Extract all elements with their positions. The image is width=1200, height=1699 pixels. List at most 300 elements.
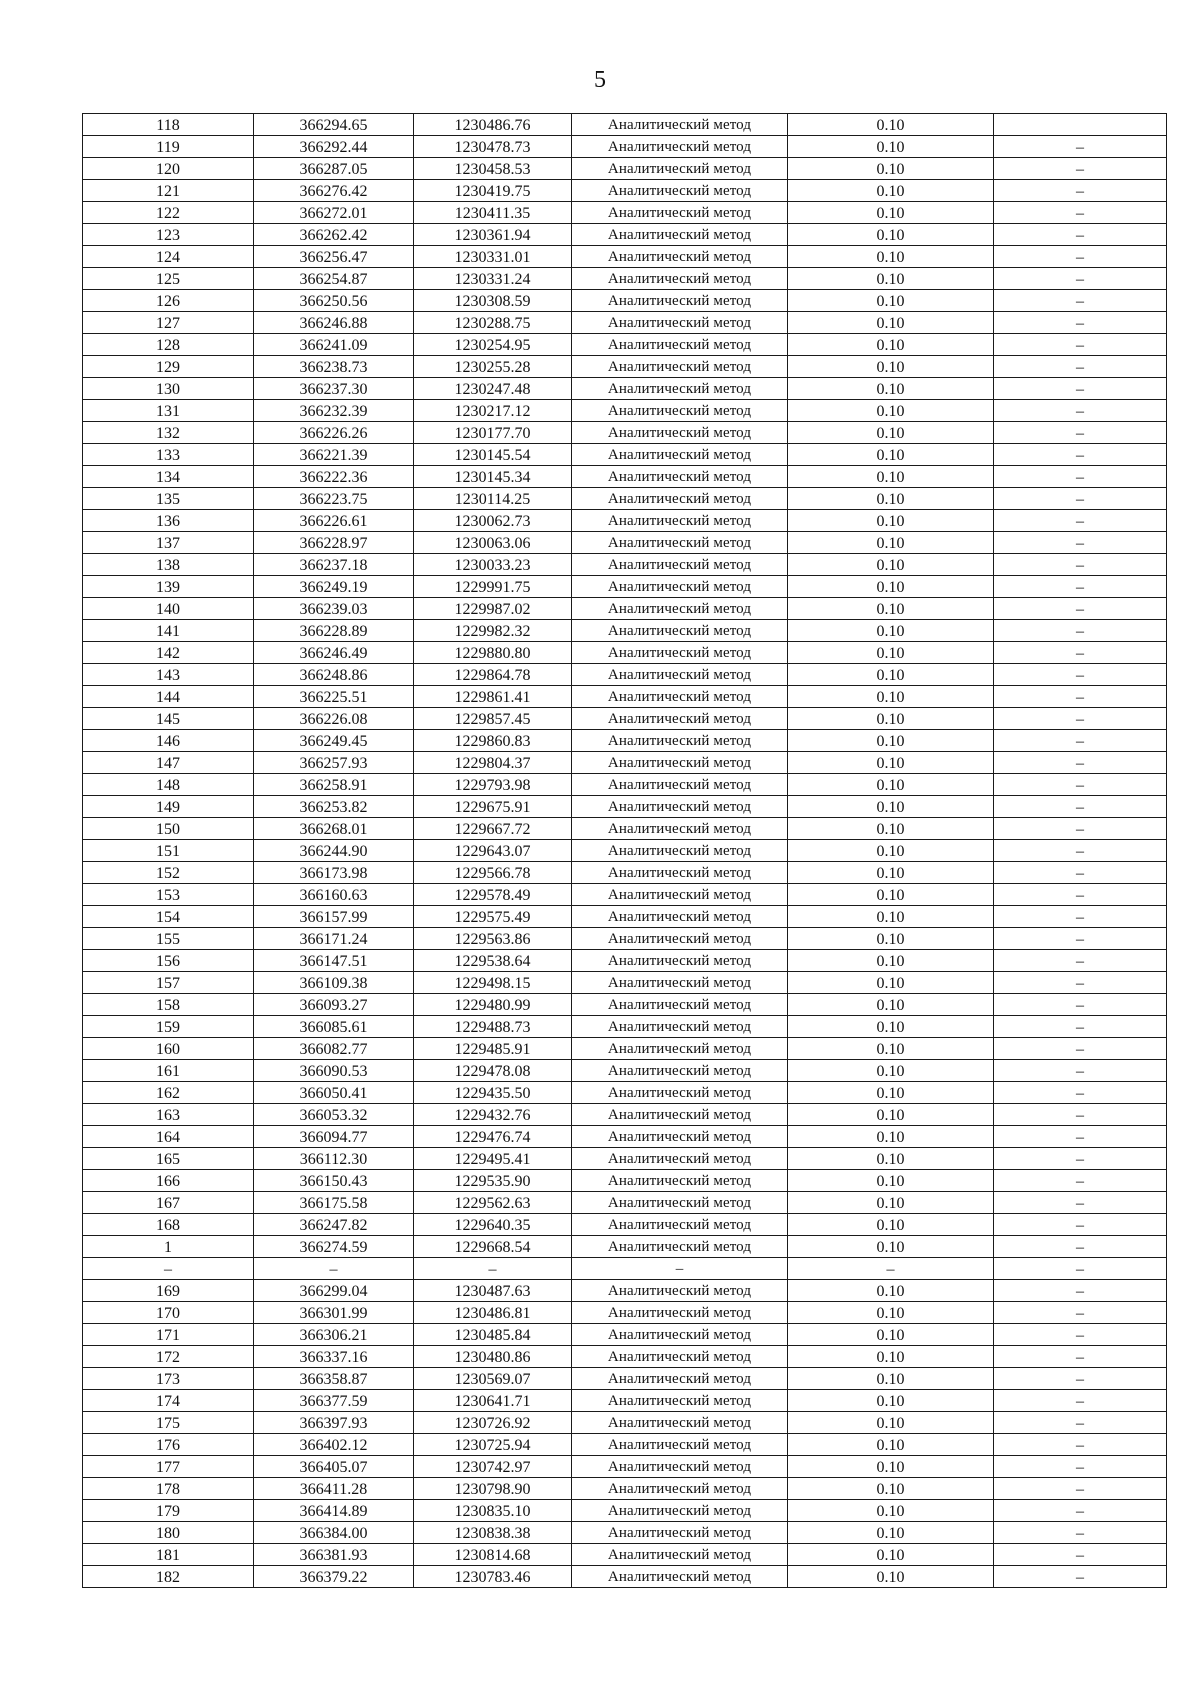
point-number-cell: 160	[83, 1038, 254, 1060]
table-row	[83, 1500, 1167, 1522]
method-cell: Аналитический метод	[572, 774, 788, 796]
y-coordinate-cell: 1229857.45	[414, 708, 572, 730]
table-row	[83, 752, 1167, 774]
method-cell: Аналитический метод	[572, 796, 788, 818]
note-cell: –	[994, 972, 1167, 994]
note-cell: –	[994, 1368, 1167, 1390]
y-coordinate-cell: 1230062.73	[414, 510, 572, 532]
x-coordinate-cell: 366254.87	[254, 268, 414, 290]
accuracy-cell: 0.10	[788, 1412, 994, 1434]
x-coordinate-cell: 366053.32	[254, 1104, 414, 1126]
accuracy-cell: 0.10	[788, 334, 994, 356]
x-coordinate-cell: 366276.42	[254, 180, 414, 202]
point-number-cell: 135	[83, 488, 254, 510]
accuracy-cell: 0.10	[788, 1214, 994, 1236]
y-coordinate-cell: 1230254.95	[414, 334, 572, 356]
point-number-cell: 154	[83, 906, 254, 928]
table-row	[83, 1170, 1167, 1192]
accuracy-cell: 0.10	[788, 136, 994, 158]
x-coordinate-cell: 366248.86	[254, 664, 414, 686]
accuracy-cell: 0.10	[788, 1434, 994, 1456]
y-coordinate-cell: 1229987.02	[414, 598, 572, 620]
accuracy-cell: 0.10	[788, 1346, 994, 1368]
method-cell: Аналитический метод	[572, 1390, 788, 1412]
y-coordinate-cell: 1229476.74	[414, 1126, 572, 1148]
method-cell: Аналитический метод	[572, 664, 788, 686]
note-cell: –	[994, 1060, 1167, 1082]
note-cell	[994, 114, 1167, 136]
note-cell: –	[994, 1016, 1167, 1038]
note-cell: –	[994, 906, 1167, 928]
method-cell: –	[572, 1258, 788, 1280]
note-cell: –	[994, 136, 1167, 158]
table-row	[83, 1478, 1167, 1500]
x-coordinate-cell: 366246.88	[254, 312, 414, 334]
accuracy-cell: 0.10	[788, 1478, 994, 1500]
table-row	[83, 554, 1167, 576]
table-row	[83, 1544, 1167, 1566]
y-coordinate-cell: 1229578.49	[414, 884, 572, 906]
note-cell: –	[994, 444, 1167, 466]
y-coordinate-cell: 1230480.86	[414, 1346, 572, 1368]
y-coordinate-cell: 1230247.48	[414, 378, 572, 400]
note-cell: –	[994, 1522, 1167, 1544]
point-number-cell: 118	[83, 114, 254, 136]
x-coordinate-cell: 366157.99	[254, 906, 414, 928]
point-number-cell: 177	[83, 1456, 254, 1478]
x-coordinate-cell: 366171.24	[254, 928, 414, 950]
x-coordinate-cell: 366093.27	[254, 994, 414, 1016]
y-coordinate-cell: 1230838.38	[414, 1522, 572, 1544]
method-cell: Аналитический метод	[572, 532, 788, 554]
table-row	[83, 268, 1167, 290]
accuracy-cell: 0.10	[788, 730, 994, 752]
accuracy-cell: 0.10	[788, 1456, 994, 1478]
method-cell: Аналитический метод	[572, 1522, 788, 1544]
table-row	[83, 1390, 1167, 1412]
table-row	[83, 312, 1167, 334]
accuracy-cell: 0.10	[788, 532, 994, 554]
method-cell: Аналитический метод	[572, 136, 788, 158]
point-number-cell: 136	[83, 510, 254, 532]
page-number: 5	[594, 67, 606, 93]
note-cell: –	[994, 554, 1167, 576]
table-row	[83, 246, 1167, 268]
accuracy-cell: 0.10	[788, 752, 994, 774]
x-coordinate-cell: 366247.82	[254, 1214, 414, 1236]
point-number-cell: 122	[83, 202, 254, 224]
point-number-cell: 151	[83, 840, 254, 862]
method-cell: Аналитический метод	[572, 114, 788, 136]
method-cell: Аналитический метод	[572, 356, 788, 378]
point-number-cell: 146	[83, 730, 254, 752]
y-coordinate-cell: 1229495.41	[414, 1148, 572, 1170]
accuracy-cell: 0.10	[788, 620, 994, 642]
point-number-cell: 161	[83, 1060, 254, 1082]
point-number-cell: 145	[83, 708, 254, 730]
note-cell: –	[994, 356, 1167, 378]
point-number-cell: 119	[83, 136, 254, 158]
accuracy-cell: 0.10	[788, 290, 994, 312]
y-coordinate-cell: 1230486.76	[414, 114, 572, 136]
accuracy-cell: 0.10	[788, 884, 994, 906]
table-row	[83, 1412, 1167, 1434]
note-cell: –	[994, 1412, 1167, 1434]
accuracy-cell: 0.10	[788, 400, 994, 422]
x-coordinate-cell: 366272.01	[254, 202, 414, 224]
y-coordinate-cell: 1230255.28	[414, 356, 572, 378]
x-coordinate-cell: 366082.77	[254, 1038, 414, 1060]
method-cell: Аналитический метод	[572, 708, 788, 730]
method-cell: Аналитический метод	[572, 554, 788, 576]
note-cell: –	[994, 1038, 1167, 1060]
accuracy-cell: 0.10	[788, 576, 994, 598]
table-row	[83, 708, 1167, 730]
table-row	[83, 1148, 1167, 1170]
x-coordinate-cell: 366358.87	[254, 1368, 414, 1390]
point-number-cell: 143	[83, 664, 254, 686]
point-number-cell: 130	[83, 378, 254, 400]
table-row	[83, 884, 1167, 906]
y-coordinate-cell: 1229804.37	[414, 752, 572, 774]
x-coordinate-cell: 366292.44	[254, 136, 414, 158]
method-cell: Аналитический метод	[572, 1060, 788, 1082]
accuracy-cell: 0.10	[788, 510, 994, 532]
accuracy-cell: 0.10	[788, 928, 994, 950]
accuracy-cell: 0.10	[788, 906, 994, 928]
y-coordinate-cell: 1230114.25	[414, 488, 572, 510]
y-coordinate-cell: 1230288.75	[414, 312, 572, 334]
accuracy-cell: 0.10	[788, 488, 994, 510]
note-cell: –	[994, 994, 1167, 1016]
method-cell: Аналитический метод	[572, 1192, 788, 1214]
note-cell: –	[994, 752, 1167, 774]
table-row	[83, 532, 1167, 554]
x-coordinate-cell: 366249.45	[254, 730, 414, 752]
x-coordinate-cell: 366221.39	[254, 444, 414, 466]
note-cell: –	[994, 334, 1167, 356]
coordinates-table-body	[83, 114, 1167, 1588]
note-cell: –	[994, 1566, 1167, 1588]
table-row	[83, 1368, 1167, 1390]
x-coordinate-cell: 366287.05	[254, 158, 414, 180]
accuracy-cell: 0.10	[788, 444, 994, 466]
method-cell: Аналитический метод	[572, 1412, 788, 1434]
y-coordinate-cell: 1229643.07	[414, 840, 572, 862]
accuracy-cell: 0.10	[788, 1566, 994, 1588]
point-number-cell: 144	[83, 686, 254, 708]
point-number-cell: 164	[83, 1126, 254, 1148]
point-number-cell: 142	[83, 642, 254, 664]
note-cell: –	[994, 818, 1167, 840]
accuracy-cell: 0.10	[788, 796, 994, 818]
x-coordinate-cell: 366411.28	[254, 1478, 414, 1500]
note-cell: –	[994, 532, 1167, 554]
x-coordinate-cell: 366379.22	[254, 1566, 414, 1588]
method-cell: Аналитический метод	[572, 1566, 788, 1588]
note-cell: –	[994, 774, 1167, 796]
y-coordinate-cell: 1230145.34	[414, 466, 572, 488]
y-coordinate-cell: 1230478.73	[414, 136, 572, 158]
y-coordinate-cell: 1230485.84	[414, 1324, 572, 1346]
point-number-cell: 169	[83, 1280, 254, 1302]
y-coordinate-cell: 1230419.75	[414, 180, 572, 202]
table-row	[83, 1456, 1167, 1478]
method-cell: Аналитический метод	[572, 1038, 788, 1060]
method-cell: Аналитический метод	[572, 444, 788, 466]
accuracy-cell: 0.10	[788, 114, 994, 136]
point-number-cell: 131	[83, 400, 254, 422]
y-coordinate-cell: 1229675.91	[414, 796, 572, 818]
note-cell: –	[994, 796, 1167, 818]
note-cell: –	[994, 598, 1167, 620]
method-cell: Аналитический метод	[572, 1302, 788, 1324]
point-number-cell: 132	[83, 422, 254, 444]
table-row	[83, 928, 1167, 950]
x-coordinate-cell: 366222.36	[254, 466, 414, 488]
method-cell: Аналитический метод	[572, 312, 788, 334]
accuracy-cell: 0.10	[788, 1500, 994, 1522]
method-cell: Аналитический метод	[572, 1478, 788, 1500]
x-coordinate-cell: 366414.89	[254, 1500, 414, 1522]
method-cell: Аналитический метод	[572, 334, 788, 356]
note-cell: –	[994, 862, 1167, 884]
x-coordinate-cell: 366397.93	[254, 1412, 414, 1434]
accuracy-cell: 0.10	[788, 422, 994, 444]
table-row	[83, 1038, 1167, 1060]
x-coordinate-cell: 366299.04	[254, 1280, 414, 1302]
note-cell: –	[994, 378, 1167, 400]
accuracy-cell: 0.10	[788, 466, 994, 488]
y-coordinate-cell: 1230361.94	[414, 224, 572, 246]
coordinates-table	[82, 113, 1167, 1588]
accuracy-cell: 0.10	[788, 1368, 994, 1390]
point-number-cell: 152	[83, 862, 254, 884]
y-coordinate-cell: –	[414, 1258, 572, 1280]
table-row	[83, 796, 1167, 818]
table-row	[83, 1060, 1167, 1082]
point-number-cell: 173	[83, 1368, 254, 1390]
note-cell: –	[994, 840, 1167, 862]
y-coordinate-cell: 1229535.90	[414, 1170, 572, 1192]
y-coordinate-cell: 1229991.75	[414, 576, 572, 598]
table-row	[83, 1126, 1167, 1148]
accuracy-cell: 0.10	[788, 1390, 994, 1412]
y-coordinate-cell: 1229667.72	[414, 818, 572, 840]
y-coordinate-cell: 1230331.01	[414, 246, 572, 268]
table-row	[83, 444, 1167, 466]
note-cell: –	[994, 1456, 1167, 1478]
table-row	[83, 840, 1167, 862]
note-cell: –	[994, 1324, 1167, 1346]
y-coordinate-cell: 1230033.23	[414, 554, 572, 576]
accuracy-cell: 0.10	[788, 818, 994, 840]
point-number-cell: 140	[83, 598, 254, 620]
note-cell: –	[994, 1544, 1167, 1566]
method-cell: Аналитический метод	[572, 818, 788, 840]
accuracy-cell: 0.10	[788, 356, 994, 378]
y-coordinate-cell: 1229478.08	[414, 1060, 572, 1082]
accuracy-cell: 0.10	[788, 1148, 994, 1170]
method-cell: Аналитический метод	[572, 400, 788, 422]
accuracy-cell: 0.10	[788, 1082, 994, 1104]
method-cell: Аналитический метод	[572, 1214, 788, 1236]
table-row	[83, 1016, 1167, 1038]
method-cell: Аналитический метод	[572, 730, 788, 752]
point-number-cell: –	[83, 1258, 254, 1280]
y-coordinate-cell: 1229488.73	[414, 1016, 572, 1038]
table-row	[83, 818, 1167, 840]
table-row	[83, 466, 1167, 488]
point-number-cell: 147	[83, 752, 254, 774]
x-coordinate-cell: 366226.08	[254, 708, 414, 730]
table-row	[83, 1324, 1167, 1346]
note-cell: –	[994, 620, 1167, 642]
y-coordinate-cell: 1229640.35	[414, 1214, 572, 1236]
accuracy-cell: 0.10	[788, 1544, 994, 1566]
note-cell: –	[994, 1434, 1167, 1456]
method-cell: Аналитический метод	[572, 840, 788, 862]
method-cell: Аналитический метод	[572, 290, 788, 312]
method-cell: Аналитический метод	[572, 1280, 788, 1302]
method-cell: Аналитический метод	[572, 620, 788, 642]
point-number-cell: 134	[83, 466, 254, 488]
table-row	[83, 664, 1167, 686]
note-cell: –	[994, 466, 1167, 488]
accuracy-cell: –	[788, 1258, 994, 1280]
y-coordinate-cell: 1230569.07	[414, 1368, 572, 1390]
table-row	[83, 576, 1167, 598]
y-coordinate-cell: 1230331.24	[414, 268, 572, 290]
table-row	[83, 774, 1167, 796]
note-cell: –	[994, 1148, 1167, 1170]
method-cell: Аналитический метод	[572, 1082, 788, 1104]
table-row	[83, 356, 1167, 378]
y-coordinate-cell: 1229562.63	[414, 1192, 572, 1214]
note-cell: –	[994, 180, 1167, 202]
method-cell: Аналитический метод	[572, 1456, 788, 1478]
x-coordinate-cell: 366223.75	[254, 488, 414, 510]
point-number-cell: 129	[83, 356, 254, 378]
y-coordinate-cell: 1230145.54	[414, 444, 572, 466]
method-cell: Аналитический метод	[572, 1104, 788, 1126]
method-cell: Аналитический метод	[572, 158, 788, 180]
table-row	[83, 1280, 1167, 1302]
table-row	[83, 1434, 1167, 1456]
y-coordinate-cell: 1230742.97	[414, 1456, 572, 1478]
y-coordinate-cell: 1230177.70	[414, 422, 572, 444]
x-coordinate-cell: 366384.00	[254, 1522, 414, 1544]
x-coordinate-cell: 366150.43	[254, 1170, 414, 1192]
y-coordinate-cell: 1229480.99	[414, 994, 572, 1016]
y-coordinate-cell: 1230726.92	[414, 1412, 572, 1434]
x-coordinate-cell: 366306.21	[254, 1324, 414, 1346]
method-cell: Аналитический метод	[572, 972, 788, 994]
note-cell: –	[994, 686, 1167, 708]
x-coordinate-cell: 366377.59	[254, 1390, 414, 1412]
point-number-cell: 170	[83, 1302, 254, 1324]
x-coordinate-cell: 366050.41	[254, 1082, 414, 1104]
x-coordinate-cell: 366249.19	[254, 576, 414, 598]
point-number-cell: 157	[83, 972, 254, 994]
note-cell: –	[994, 928, 1167, 950]
point-number-cell: 163	[83, 1104, 254, 1126]
accuracy-cell: 0.10	[788, 708, 994, 730]
y-coordinate-cell: 1230217.12	[414, 400, 572, 422]
note-cell: –	[994, 576, 1167, 598]
note-cell: –	[994, 312, 1167, 334]
point-number-cell: 138	[83, 554, 254, 576]
point-number-cell: 1	[83, 1236, 254, 1258]
method-cell: Аналитический метод	[572, 268, 788, 290]
x-coordinate-cell: 366253.82	[254, 796, 414, 818]
accuracy-cell: 0.10	[788, 1170, 994, 1192]
x-coordinate-cell: 366160.63	[254, 884, 414, 906]
note-cell: –	[994, 708, 1167, 730]
table-row	[83, 950, 1167, 972]
point-number-cell: 158	[83, 994, 254, 1016]
point-number-cell: 128	[83, 334, 254, 356]
y-coordinate-cell: 1229793.98	[414, 774, 572, 796]
table-row	[83, 686, 1167, 708]
point-number-cell: 174	[83, 1390, 254, 1412]
point-number-cell: 148	[83, 774, 254, 796]
point-number-cell: 179	[83, 1500, 254, 1522]
table-row	[83, 1082, 1167, 1104]
y-coordinate-cell: 1229880.80	[414, 642, 572, 664]
x-coordinate-cell: 366237.30	[254, 378, 414, 400]
point-number-cell: 121	[83, 180, 254, 202]
method-cell: Аналитический метод	[572, 928, 788, 950]
method-cell: Аналитический метод	[572, 862, 788, 884]
point-number-cell: 126	[83, 290, 254, 312]
note-cell: –	[994, 246, 1167, 268]
note-cell: –	[994, 400, 1167, 422]
table-row	[83, 1258, 1167, 1280]
table-row	[83, 290, 1167, 312]
point-number-cell: 137	[83, 532, 254, 554]
table-row	[83, 180, 1167, 202]
table-row	[83, 598, 1167, 620]
note-cell: –	[994, 290, 1167, 312]
table-row	[83, 1522, 1167, 1544]
accuracy-cell: 0.10	[788, 246, 994, 268]
table-row	[83, 158, 1167, 180]
point-number-cell: 180	[83, 1522, 254, 1544]
note-cell: –	[994, 1236, 1167, 1258]
point-number-cell: 172	[83, 1346, 254, 1368]
note-cell: –	[994, 422, 1167, 444]
method-cell: Аналитический метод	[572, 1148, 788, 1170]
method-cell: Аналитический метод	[572, 202, 788, 224]
accuracy-cell: 0.10	[788, 1060, 994, 1082]
table-row	[83, 1214, 1167, 1236]
x-coordinate-cell: 366173.98	[254, 862, 414, 884]
method-cell: Аналитический метод	[572, 642, 788, 664]
point-number-cell: 153	[83, 884, 254, 906]
point-number-cell: 125	[83, 268, 254, 290]
method-cell: Аналитический метод	[572, 224, 788, 246]
note-cell: –	[994, 730, 1167, 752]
table-row	[83, 1104, 1167, 1126]
method-cell: Аналитический метод	[572, 884, 788, 906]
x-coordinate-cell: 366294.65	[254, 114, 414, 136]
accuracy-cell: 0.10	[788, 840, 994, 862]
x-coordinate-cell: 366175.58	[254, 1192, 414, 1214]
method-cell: Аналитический метод	[572, 1434, 788, 1456]
note-cell: –	[994, 202, 1167, 224]
table-row	[83, 730, 1167, 752]
